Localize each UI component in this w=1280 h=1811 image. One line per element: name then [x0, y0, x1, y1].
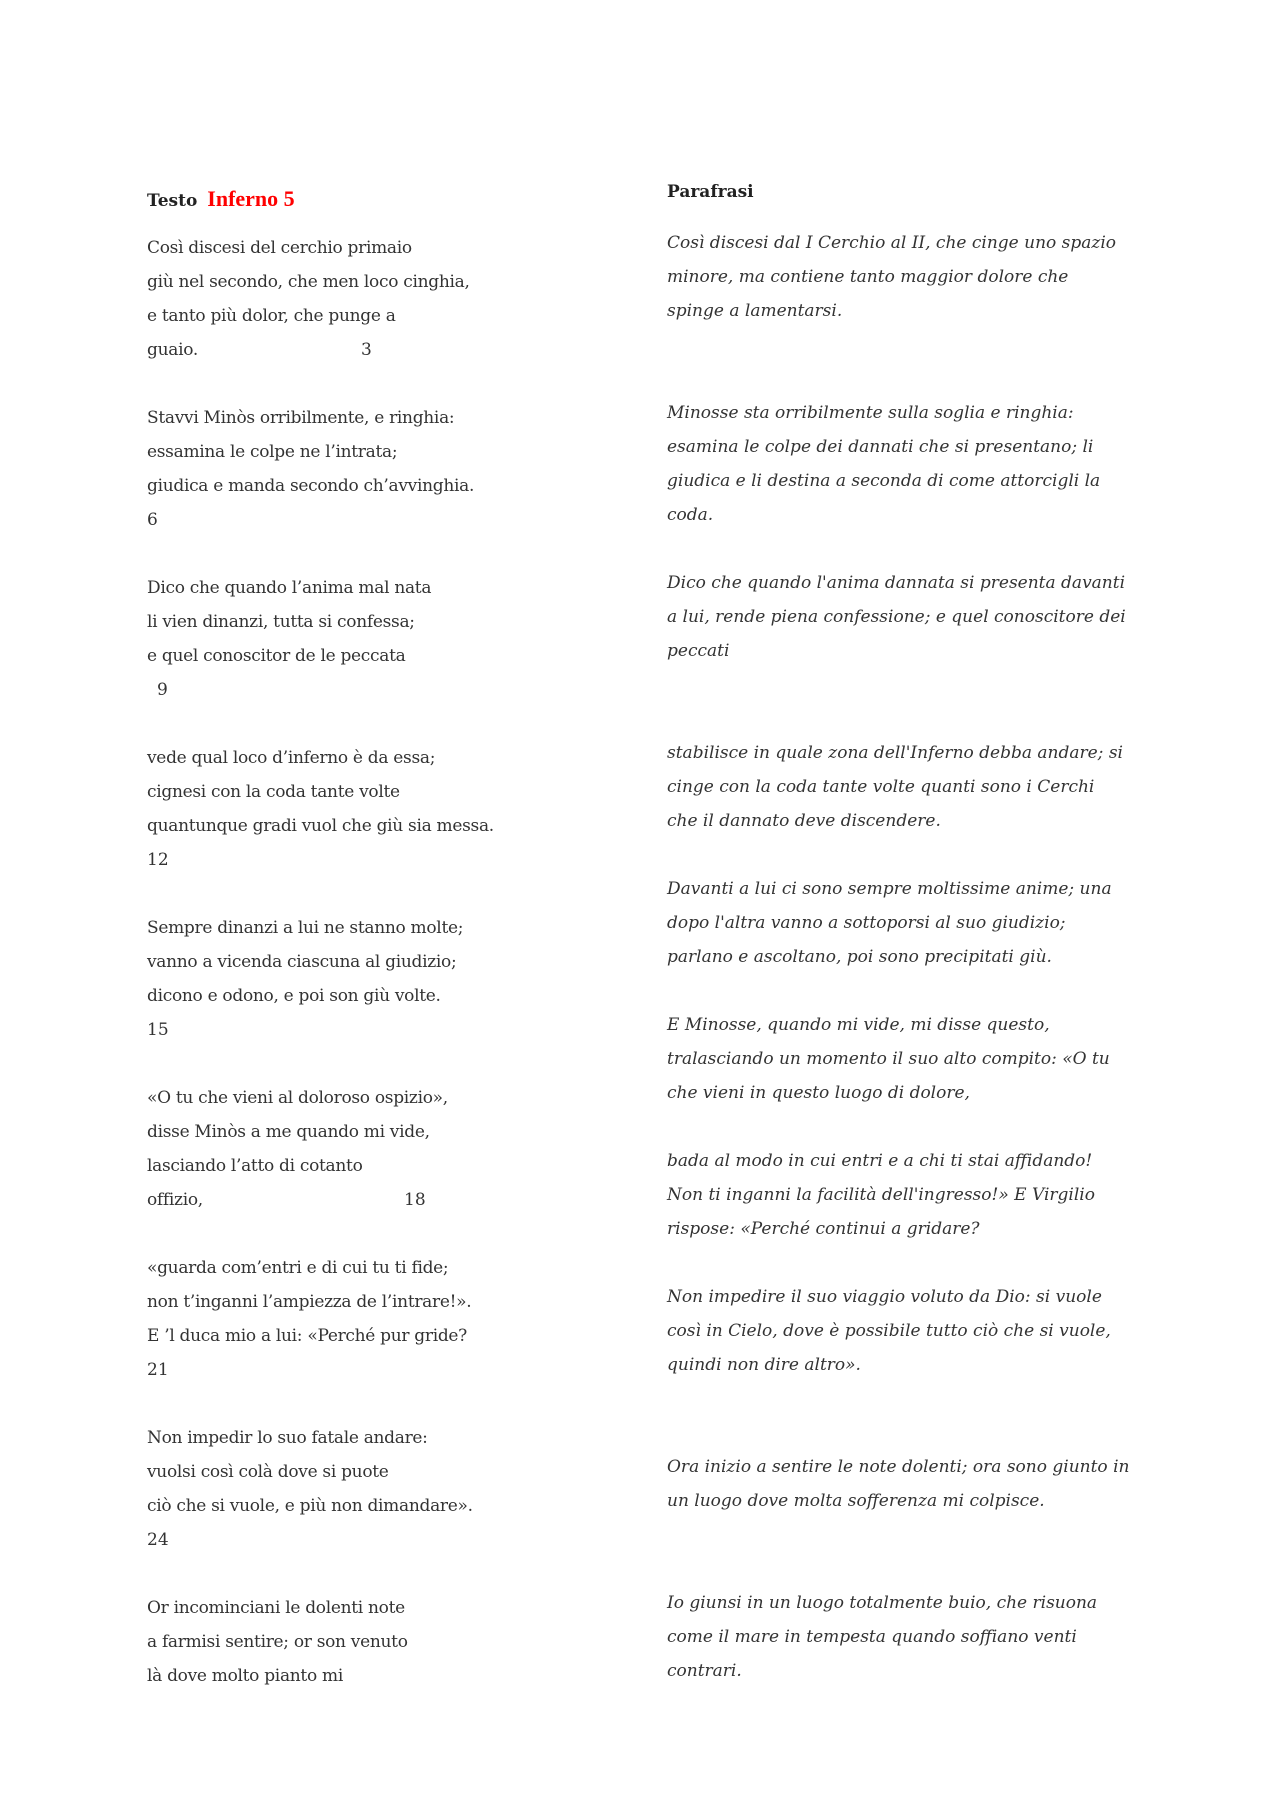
paraphrase-line: parlano e ascoltano, poi sono precipitati giù.: [667, 947, 1052, 967]
verse-line: ciò che si vuole, e più non dimandare».: [147, 1496, 473, 1516]
verse-line: «guarda com’entri e di cui tu ti fide;: [147, 1258, 449, 1278]
verse-line: vuolsi così colà dove si puote: [147, 1462, 389, 1482]
paraphrase-line: Non impedire il suo viaggio voluto da Dio: si vuole: [667, 1287, 1102, 1307]
paraphrase-line: E Minosse, quando mi vide, mi disse questo,: [667, 1015, 1050, 1035]
verse-line: guaio.: [147, 340, 198, 360]
verse-line: a farmisi sentire; or son venuto: [147, 1632, 408, 1652]
paraphrase-line: peccati: [667, 641, 730, 661]
verse-number: 24: [147, 1530, 169, 1550]
paraphrase-line: coda.: [667, 505, 714, 525]
verse-line: Così discesi del cerchio primaio: [147, 238, 412, 258]
paraphrase-line: bada al modo in cui entri e a chi ti stai affidando!: [667, 1151, 1093, 1171]
paraphrase-column-header: Parafrasi: [667, 182, 754, 202]
verse-line: Stavvi Minòs orribilmente, e ringhia:: [147, 408, 455, 428]
paraphrase-line: così in Cielo, dove è possibile tutto ciò che si vuole,: [667, 1321, 1111, 1341]
paraphrase-line: Davanti a lui ci sono sempre moltissime anime; una: [667, 879, 1112, 899]
verse-line: non t’inganni l’ampiezza de l’intrare!».: [147, 1292, 472, 1312]
verse-line: e tanto più dolor, che punge a: [147, 306, 396, 326]
verse-line: lasciando l’atto di cotanto: [147, 1156, 363, 1176]
header-label-testo: Testo: [147, 191, 198, 211]
paraphrase-line: cinge con la coda tante volte quanti sono i Cerchi: [667, 777, 1095, 797]
verse-line: Non impedir lo suo fatale andare:: [147, 1428, 428, 1448]
paraphrase-line: contrari.: [667, 1661, 742, 1681]
verse-number: 15: [147, 1020, 169, 1040]
paraphrase-line: a lui, rende piena confessione; e quel conoscitore dei: [667, 607, 1126, 627]
verse-number: 6: [147, 510, 158, 530]
canto-title: Inferno 5: [207, 186, 295, 211]
paraphrase-line: minore, ma contiene tanto maggior dolore che: [667, 267, 1069, 287]
paraphrase-line: Così discesi dal I Cerchio al II, che cinge uno spazio: [667, 233, 1117, 253]
paraphrase-line: che vieni in questo luogo di dolore,: [667, 1083, 970, 1103]
text-column-header: [147, 186, 295, 212]
verse-number: 9: [157, 680, 168, 700]
verse-line: Sempre dinanzi a lui ne stanno molte;: [147, 918, 464, 938]
paraphrase-line: che il dannato deve discendere.: [667, 811, 941, 831]
paraphrase-line: tralasciando un momento il suo alto compito: «O tu: [667, 1049, 1110, 1069]
paraphrase-line: un luogo dove molta sofferenza mi colpisce.: [667, 1491, 1045, 1511]
verse-line: disse Minòs a me quando mi vide,: [147, 1122, 430, 1142]
verse-number: 3: [361, 340, 372, 360]
verse-line: dicono e odono, e poi son giù volte.: [147, 986, 441, 1006]
verse-line: là dove molto pianto mi: [147, 1666, 343, 1686]
verse-line: Dico che quando l’anima mal nata: [147, 578, 432, 598]
paraphrase-line: Non ti inganni la facilità dell'ingresso!» E Virgilio: [667, 1185, 1095, 1205]
verse-line: «O tu che vieni al doloroso ospizio»,: [147, 1088, 448, 1108]
verse-line: giù nel secondo, che men loco cinghia,: [147, 272, 470, 292]
paraphrase-line: rispose: «Perché continui a gridare?: [667, 1219, 980, 1239]
paraphrase-line: giudica e li destina a seconda di come attorcigli la: [667, 471, 1101, 491]
paraphrase-line: Minosse sta orribilmente sulla soglia e ringhia:: [667, 403, 1074, 423]
paraphrase-line: spinge a lamentarsi.: [667, 301, 843, 321]
verse-number: 21: [147, 1360, 169, 1380]
paraphrase-line: come il mare in tempesta quando soffiano venti: [667, 1627, 1077, 1647]
verse-line: vanno a vicenda ciascuna al giudizio;: [147, 952, 457, 972]
verse-line: E ’l duca mio a lui: «Perché pur gride?: [147, 1326, 467, 1346]
verse-line: li vien dinanzi, tutta si confessa;: [147, 612, 415, 632]
verse-line: e quel conoscitor de le peccata: [147, 646, 406, 666]
paraphrase-line: stabilisce in quale zona dell'Inferno debba andare; si: [667, 743, 1123, 763]
paraphrase-line: Io giunsi in un luogo totalmente buio, che risuona: [667, 1593, 1098, 1613]
paraphrase-line: Dico che quando l'anima dannata si presenta davanti: [667, 573, 1126, 593]
verse-number: 18: [404, 1190, 426, 1210]
paraphrase-line: esamina le colpe dei dannati che si presentano; li: [667, 437, 1094, 457]
paraphrase-line: Ora inizio a sentire le note dolenti; ora sono giunto in: [667, 1457, 1130, 1477]
verse-line: quantunque gradi vuol che giù sia messa.: [147, 816, 494, 836]
verse-number: 12: [147, 850, 169, 870]
paraphrase-line: dopo l'altra vanno a sottoporsi al suo giudizio;: [667, 913, 1066, 933]
verse-line: Or incominciani le dolenti note: [147, 1598, 405, 1618]
paraphrase-line: quindi non dire altro».: [667, 1355, 861, 1375]
verse-line: vede qual loco d’inferno è da essa;: [147, 748, 436, 768]
verse-line: giudica e manda secondo ch’avvinghia.: [147, 476, 475, 496]
verse-line: offizio,: [147, 1190, 203, 1210]
verse-line: essamina le colpe ne l’intrata;: [147, 442, 398, 462]
verse-line: cignesi con la coda tante volte: [147, 782, 400, 802]
